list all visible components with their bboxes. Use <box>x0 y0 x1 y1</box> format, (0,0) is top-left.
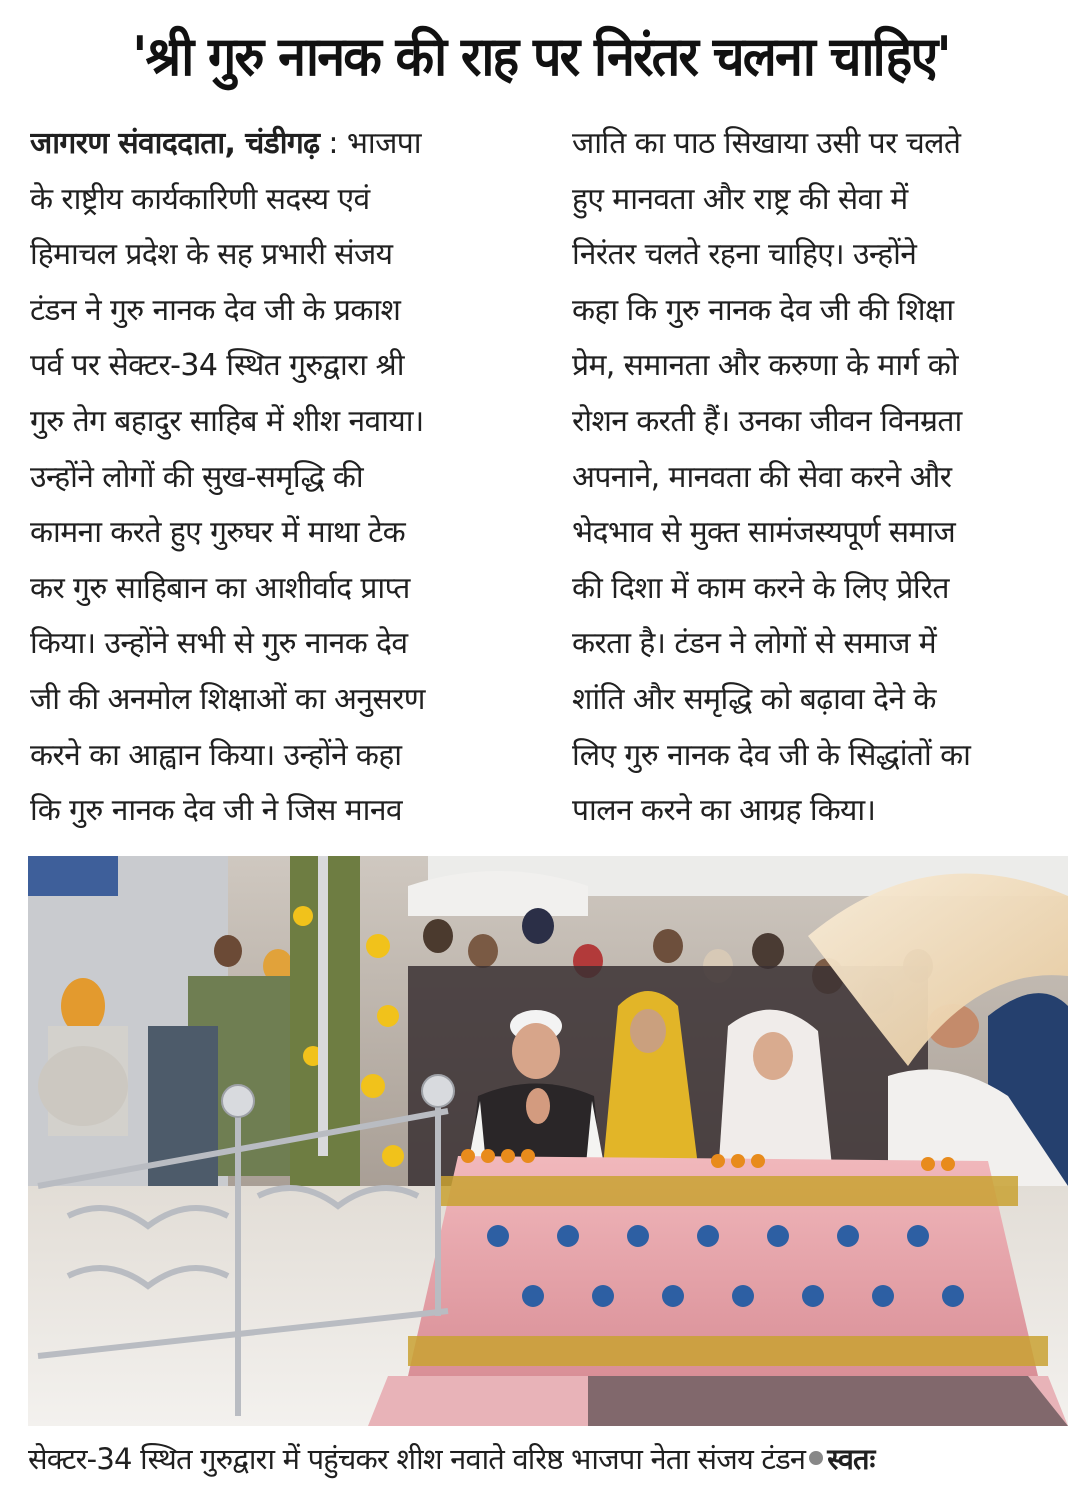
article-line: रोशन करती हैं। उनका जीवन विनम्रता <box>572 403 962 439</box>
article-column-right <box>572 116 1062 839</box>
article-line: पालन करने का आग्रह किया। <box>572 793 876 829</box>
article-line: कि गुरु नानक देव जी ने जिस मानव <box>30 793 402 829</box>
article-line: किया। उन्होंने सभी से गुरु नानक देव <box>30 626 408 662</box>
article-line: प्रेम, समानता और करुणा के मार्ग को <box>572 348 958 384</box>
article-line: करने का आह्वान किया। उन्होंने कहा <box>30 737 402 773</box>
bullet-icon <box>809 1451 823 1465</box>
article-line: कहा कि गुरु नानक देव जी की शिक्षा <box>572 292 954 328</box>
article-line-text: : भाजपा <box>319 126 421 161</box>
article-line: गुरु तेग बहादुर साहिब में शीश नवाया। <box>30 403 424 439</box>
news-photo <box>28 856 1068 1426</box>
headline: 'श्री गुरु नानक की राह पर निरंतर चलना चाहिए' <box>132 25 950 88</box>
article-line: की दिशा में काम करने के लिए प्रेरित <box>572 570 949 606</box>
article-line: हिमाचल प्रदेश के सह प्रभारी संजय <box>30 237 393 273</box>
article-line: जाति का पाठ सिखाया उसी पर चलते <box>572 126 961 161</box>
article-line: हुए मानवता और राष्ट्र की सेवा में <box>572 181 908 217</box>
article-line: निरंतर चलते रहना चाहिए। उन्होंने <box>572 237 917 273</box>
gurdwara-scene-illustration <box>28 856 1068 1426</box>
article-line: पर्व पर सेक्टर-34 स्थित गुरुद्वारा श्री <box>30 348 404 384</box>
article-line: लिए गुरु नानक देव जी के सिद्धांतों का <box>572 737 971 773</box>
article-line: शांति और समृद्धि को बढ़ावा देने के <box>572 681 936 717</box>
article-line: भेदभाव से मुक्त सामंजस्यपूर्ण समाज <box>572 515 956 551</box>
article-line: जी की अनमोल शिक्षाओं का अनुसरण <box>30 681 425 717</box>
article-line: करता है। टंडन ने लोगों से समाज में <box>572 626 937 662</box>
article-column-left <box>30 116 530 839</box>
article-line: कर गुरु साहिबान का आशीर्वाद प्राप्त <box>30 570 410 606</box>
caption-text: सेक्टर-34 स्थित गुरुद्वारा में पहुंचकर शीश नवाते वरिष्ठ भाजपा नेता संजय टंडन <box>28 1441 806 1476</box>
article-line <box>30 116 530 172</box>
article-line: के राष्ट्रीय कार्यकारिणी सदस्य एवं <box>30 181 370 217</box>
article-line: टंडन ने गुरु नानक देव जी के प्रकाश <box>30 292 401 328</box>
byline: जागरण संवाददाता, चंडीगढ़ <box>30 126 320 161</box>
article-line: उन्होंने लोगों की सुख-समृद्धि की <box>30 459 364 495</box>
photo-caption <box>28 1432 1068 1484</box>
article-line: अपनाने, मानवता की सेवा करने और <box>572 459 952 495</box>
photo-credit: स्वतः <box>827 1441 875 1476</box>
article-line: कामना करते हुए गुरुघर में माथा टेक <box>30 515 406 551</box>
